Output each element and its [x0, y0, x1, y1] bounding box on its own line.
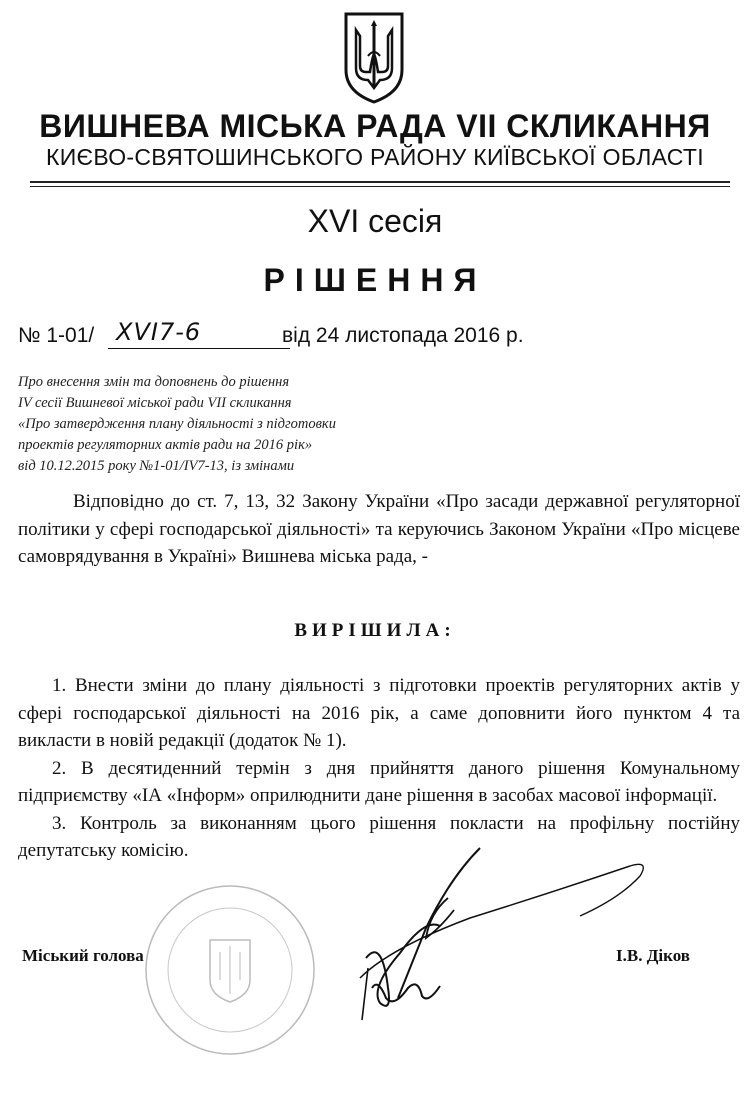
decision-number-line [18, 318, 738, 350]
resolved-heading: ВИРІШИЛА: [294, 620, 456, 641]
handwritten-signature-icon [330, 838, 670, 1038]
decision-number-prefix: № 1-01/ [18, 324, 95, 347]
signatory-position: Міський голова [22, 946, 144, 965]
document-type-title: РІШЕННЯ [263, 262, 487, 298]
subject-line: Про внесення змін та доповнень до рішення [18, 374, 290, 390]
subject-line: проектів регуляторних актів ради на 2016 рік» [18, 437, 313, 453]
number-underline [108, 348, 290, 349]
subject-line: «Про затвердження плану діяльності з підготовки [18, 416, 336, 432]
resolution-item: 1. Внести зміни до плану діяльності з підготовки проектів регуляторних актів у сфері господарської діяльності на 2016 рік, а саме доповнити його пунктом 4 та викласти в новій редакції (додаток № 1). [18, 675, 740, 751]
header-divider [30, 181, 730, 183]
council-region: КИЄВО-СВЯТОШИНСЬКОГО РАЙОНУ КИЇВСЬКОЇ ОБЛАСТІ [46, 144, 704, 170]
decision-subject [18, 372, 418, 477]
header-divider-thin [30, 186, 730, 187]
resolution-item: 2. В десятиденний термін з дня прийняття даного рішення Комунальному підприємству «ІА «Інформ» оприлюднити дане рішення в засобах масової інформації. [18, 757, 740, 806]
resolution-items [18, 672, 740, 865]
subject-line: IV сесії Вишневої міської ради VII скликання [18, 395, 292, 411]
tryzub-coat-of-arms-icon [342, 10, 406, 106]
subject-line: від 10.12.2015 року №1-01/IV7-13, із змінами [18, 458, 295, 474]
round-seal-stamp-icon [140, 880, 320, 1060]
council-name: ВИШНЕВА МІСЬКА РАДА VII СКЛИКАННЯ [39, 108, 711, 144]
resolution-item: 3. Контроль за виконанням цього рішення покласти на профільну постійну депутатську комісію. [18, 812, 740, 861]
signatory-name: І.В. Діков [616, 946, 690, 965]
session-title: XVI сесія [307, 203, 443, 239]
decision-number-handwritten: XVI7-6 [116, 318, 202, 346]
preamble-paragraph: Відповідно до ст. 7, 13, 32 Закону України «Про засади державної регуляторної політики у сфері господарської діяльності» та керуючись Законом України «Про місцеве самоврядування в Україні» Вишнева міська рада, - [18, 491, 740, 567]
decision-date: від 24 листопада 2016 р. [282, 324, 524, 347]
